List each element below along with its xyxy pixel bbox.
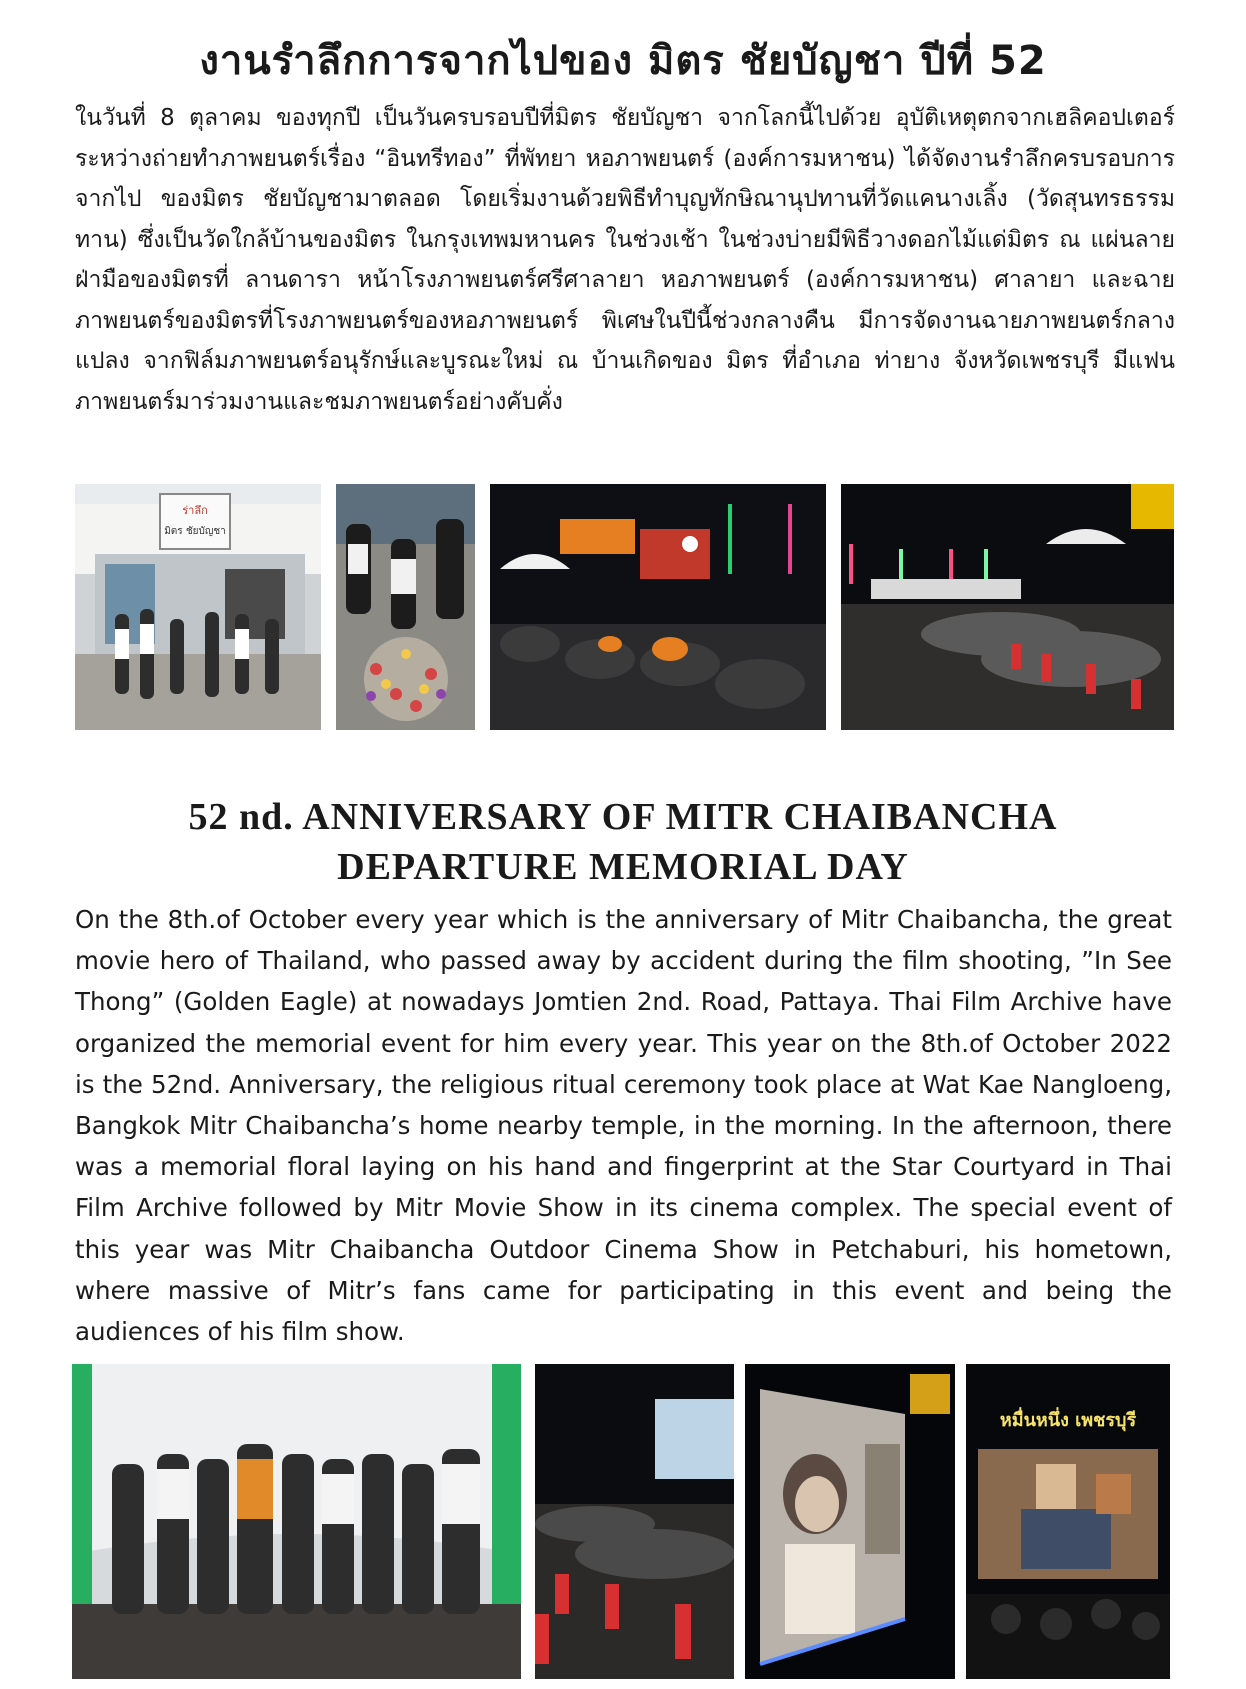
english-title-line2: DEPARTURE MEMORIAL DAY [337, 846, 909, 888]
thai-body-paragraph: ในวันที่ 8 ตุลาคม ของทุกปี เป็นวันครบรอบปีที่มิตร ชัยบัญชา จากโลกนี้ไปด้วย อุบัติเหตุตกจากเฮลิคอปเตอร์ ระหว่างถ่ายทำภาพยนตร์เรื่อง “อินทรีทอง” ที่พัทยา หอภาพยนตร์ (องค์การมหาชน) ได้จัดงานรำลึกครบรอบการจากไป ของมิตร ชัยบัญชามาตลอด โดยเริ่มงานด้วยพิธีทำบุญทักษิณานุปทานที่วัดแคนางเลิ้ง (วัดสุนทรธรรมทาน) ซึ่งเป็นวัดใกล้บ้านของมิตร ในกรุงเทพมหานคร ในช่วงเช้า ในช่วงบ่ายมีพิธีวางดอกไม้แด่มิตร ณ แผ่นลายฝ่ามือของมิตรที่ ลานดารา หน้าโรงภาพยนตร์ศรีศาลายา หอภาพยนตร์ (องค์การมหาชน) ศาลายา และฉายภาพยนตร์ของมิตรที่โรงภาพยนตร์ของหอภาพยนตร์ พิเศษในปีนี้ช่วงกลางคืน มีการจัดงานฉายภาพยนตร์กลางแปลง จากฟิล์มภาพยนตร์อนุรักษ์และบูรณะใหม่ ณ บ้านเกิดของ มิตร ที่อำเภอ ท่ายาง จังหวัดเพชรบุรี มีแฟนภาพยนตร์มาร่วมงานและชมภาพยนตร์อย่างคับคั่ง [75, 105, 1175, 415]
photo-screen-audience [535, 1364, 734, 1679]
photo-cinema-facade [75, 484, 321, 730]
photo-outdoor-audience-night [841, 484, 1174, 730]
banner-text: หมื่นหนึ่ง เพชรบุรี [999, 1410, 1137, 1431]
thai-title: งานรำลึกการจากไปของ มิตร ชัยบัญชา ปีที่ 52 [199, 38, 1047, 84]
photo-flower-laying [336, 484, 475, 730]
photo-screen-closeup [745, 1364, 955, 1679]
english-body-paragraph: On the 8th.of October every year which is the anniversary of Mitr Chaibancha, the great movie hero of Thailand, who passed away by accident during the film shooting, ”In See Thong” (Golden Eagle) at nowadays Jomtien 2nd. Road, Pattaya. Thai Film Archive have organized the memorial event for him every year. This year on the 8th.of October 2022 is the 52nd. Anniversary, the religious ritual ceremony took place at Wat Kae Nangloeng, Bangkok Mitr Chaibancha’s home nearby temple, in the morning. In the afternoon, there was a memorial floral laying on his hand and fingerprint at the Star Courtyard in Thai Film Archive followed by Mitr Movie Show in its cinema complex. The special event of this year was Mitr Chaibancha Outdoor Cinema Show in Petchaburi, his hometown, where massive of Mitr’s fans came for participating in this event and being the audiences of his film show. [75, 905, 1172, 1347]
photo-petchaburi-screen [966, 1364, 1170, 1679]
photo-group-portrait [72, 1364, 521, 1679]
english-title [60, 792, 1186, 892]
marquee-sign-line1: ร่าลึก [182, 504, 208, 517]
marquee-sign-line2: มิตร ชัยบัญชา [164, 526, 226, 537]
english-title-line1: 52 nd. ANNIVERSARY OF MITR CHAIBANCHA [188, 796, 1058, 838]
photo-motorbike-parking-night [490, 484, 826, 730]
